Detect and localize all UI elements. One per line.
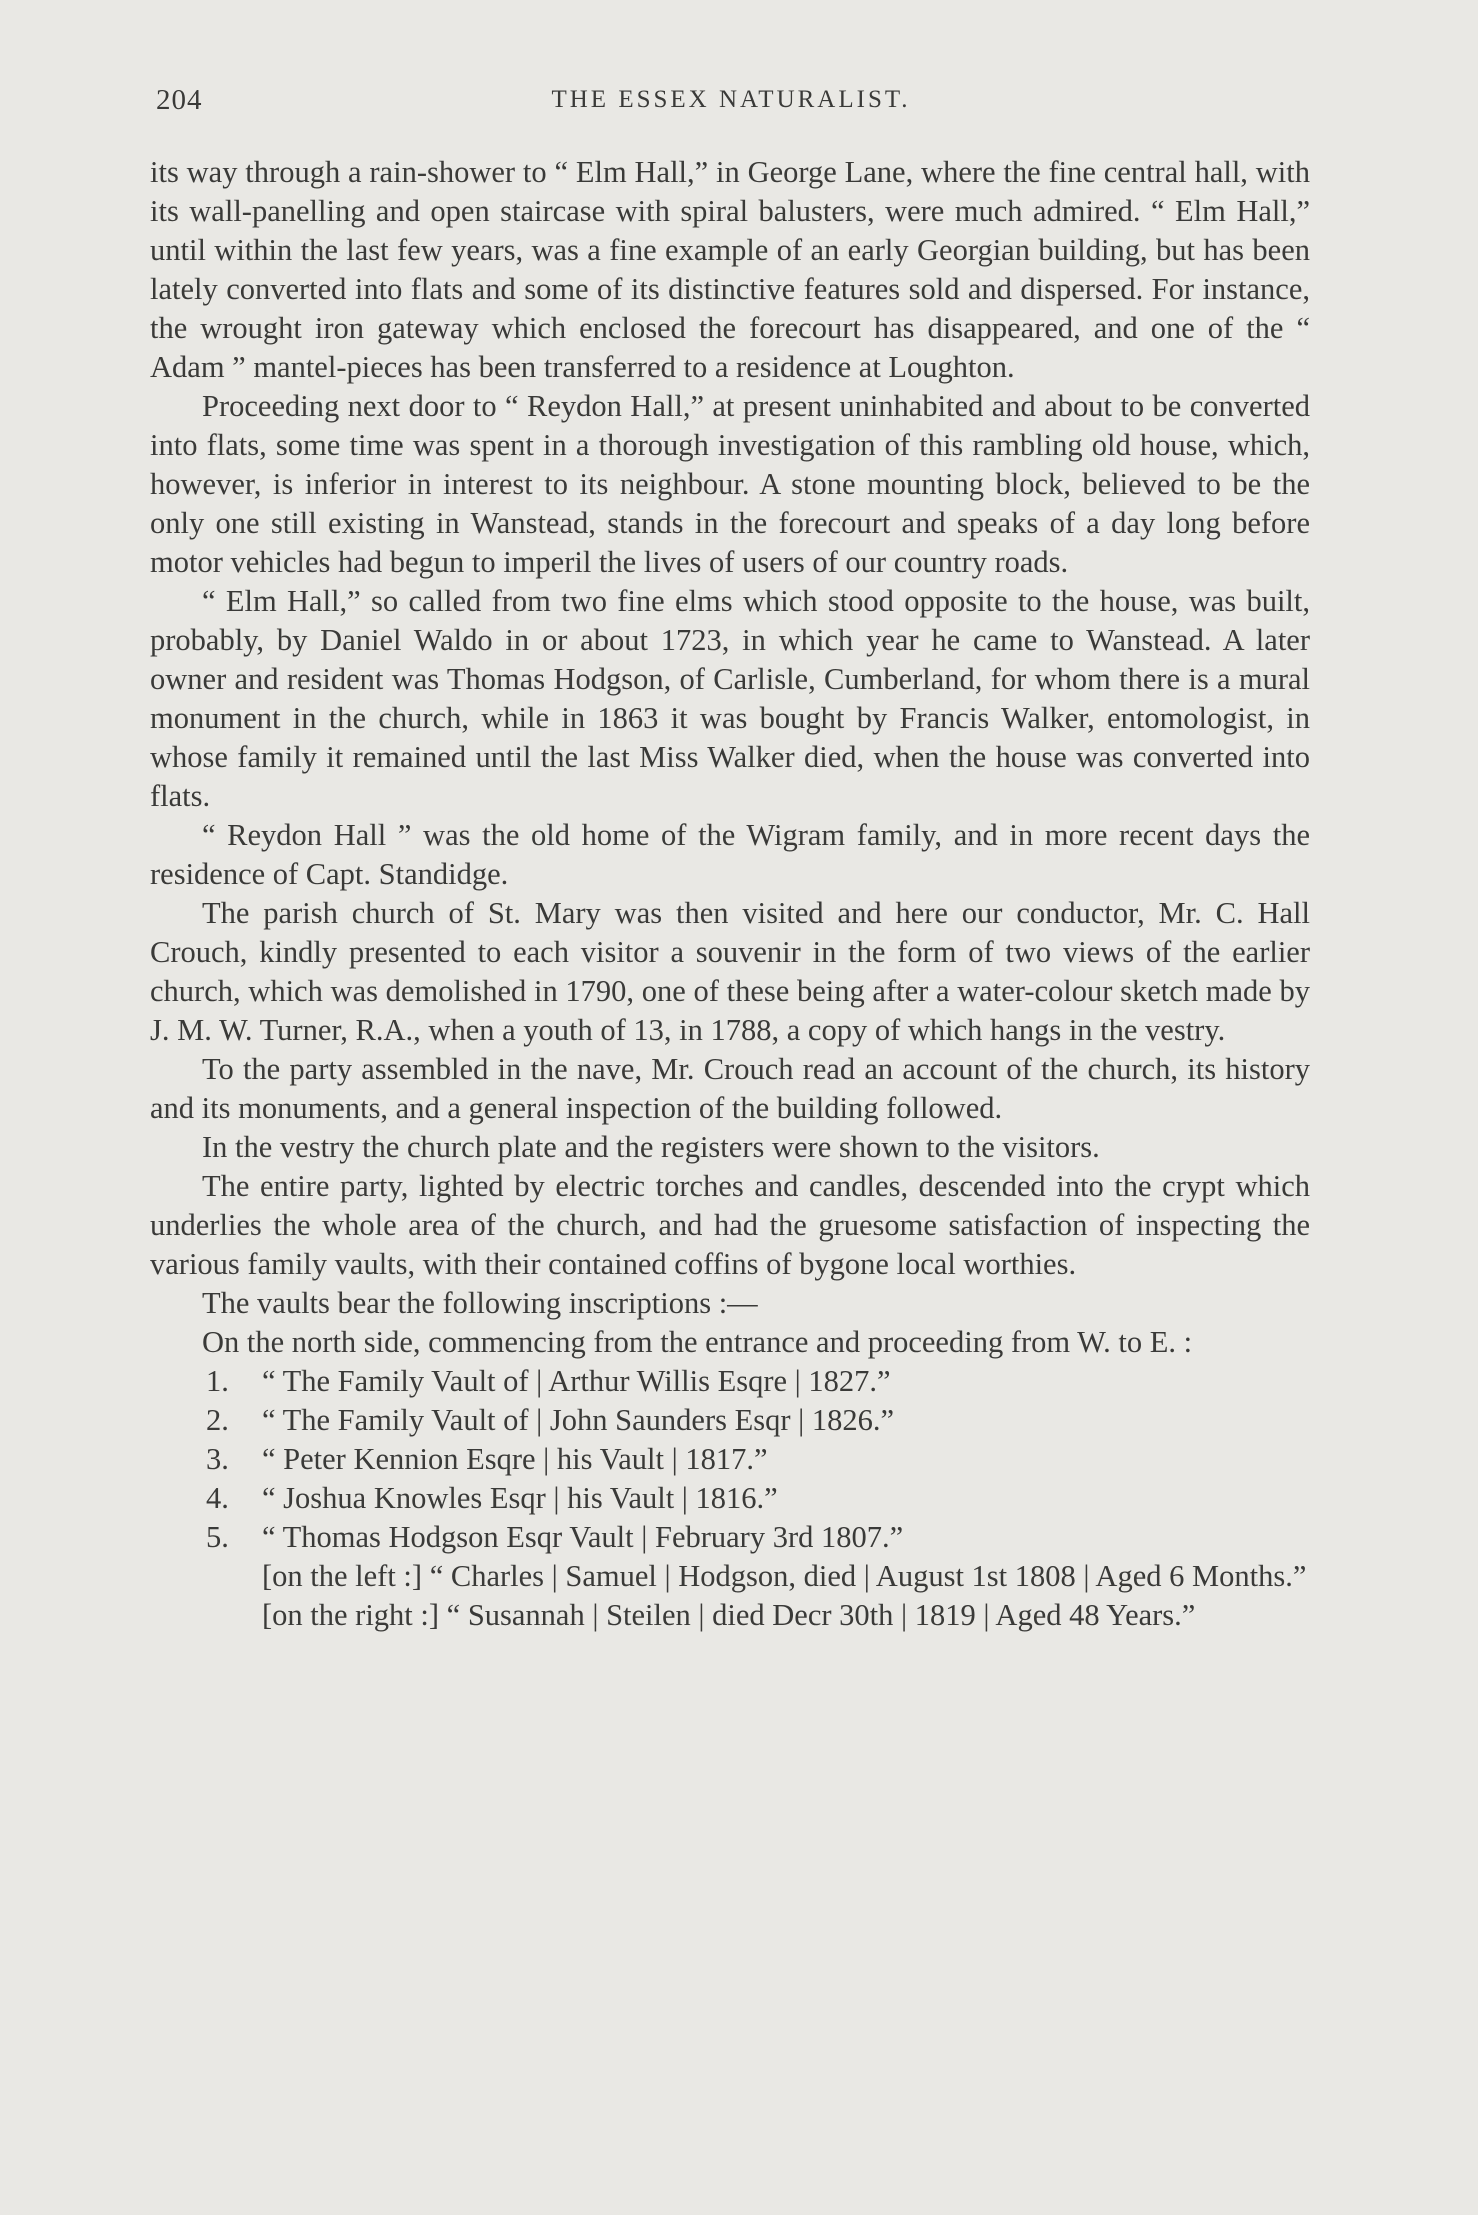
page-header: [156, 84, 1306, 124]
paragraph-elm-hall-visit: its way through a rain-shower to “ Elm Hall,” in George Lane, where the fine central hall, with its wall-panelling and open staircase with spiral balusters, were much admired. “ Elm Hall,” until within the last few years, was a fine example of an early Georgian building, but has been lately converted into flats and some of its distinctive features sold and dispersed. For instance, the wrought iron gateway which enclosed the forecourt has disappeared, and one of the “ Adam ” mantel-pieces has been transferred to a residence at Loughton.: [150, 155, 1310, 384]
list-item-text: “ The Family Vault of | Arthur Willis Esqre | 1827.”: [262, 1364, 891, 1398]
list-item-number: 2.: [206, 1403, 229, 1437]
vault-note-left: [on the left :] “ Charles | Samuel | Hodgson, died | August 1st 1808 | Aged 6 Months.”: [262, 1559, 1307, 1593]
list-item-number: 1.: [206, 1364, 229, 1398]
list-item-text: “ The Family Vault of | John Saunders Esqr | 1826.”: [262, 1403, 895, 1437]
list-item-text: “ Thomas Hodgson Esqr Vault | February 3rd 1807.”: [262, 1520, 904, 1554]
paragraph-north-side: On the north side, commencing from the entrance and proceeding from W. to E. :: [202, 1325, 1193, 1359]
paragraph-elm-hall-history: “ Elm Hall,” so called from two fine elms which stood opposite to the house, was built, probably, by Daniel Waldo in or about 1723, in which year he came to Wanstead. A later owner and resident was Thomas Hodgson, of Carlisle, Cumberland, for whom there is a mural monument in the church, while in 1863 it was bought by Francis Walker, entomologist, in whose family it remained until the last Miss Walker died, when the house was converted into flats.: [150, 584, 1310, 813]
list-item: [150, 1479, 1310, 1518]
page-number: 204: [156, 84, 203, 116]
running-title: THE ESSEX NATURALIST.: [551, 86, 911, 113]
body-text: [150, 153, 1310, 1635]
list-item-text: “ Joshua Knowles Esqr | his Vault | 1816.”: [262, 1481, 778, 1515]
list-item: [150, 1362, 1310, 1401]
list-item-number: 4.: [206, 1481, 229, 1515]
paragraph-nave-account: To the party assembled in the nave, Mr. Crouch read an account of the church, its history and its monuments, and a general inspection of the building followed.: [150, 1052, 1310, 1125]
vault-inscription-list: [150, 1362, 1310, 1557]
paragraph-reydon-hall-history: “ Reydon Hall ” was the old home of the Wigram family, and in more recent days the residence of Capt. Standidge.: [150, 818, 1310, 891]
list-item: [150, 1440, 1310, 1479]
paragraph-parish-church: The parish church of St. Mary was then visited and here our conductor, Mr. C. Hall Crouch, kindly presented to each visitor a souvenir in the form of two views of the earlier church, which was demolished in 1790, one of these being after a water-colour sketch made by J. M. W. Turner, R.A., when a youth of 13, in 1788, a copy of which hangs in the vestry.: [150, 896, 1310, 1047]
vault-note-right: [on the right :] “ Susannah | Steilen | died Decr 30th | 1819 | Aged 48 Years.”: [262, 1598, 1196, 1632]
list-item-text: “ Peter Kennion Esqre | his Vault | 1817.”: [262, 1442, 768, 1476]
list-item-number: 5.: [206, 1520, 229, 1554]
paragraph-reydon-hall-visit: Proceeding next door to “ Reydon Hall,” at present uninhabited and about to be converted into flats, some time was spent in a thorough investigation of this rambling old house, which, however, is inferior in interest to its neighbour. A stone mounting block, believed to be the only one still existing in Wanstead, stands in the forecourt and speaks of a day long before motor vehicles had begun to imperil the lives of users of our country roads.: [150, 389, 1310, 579]
paragraph-crypt: The entire party, lighted by electric torches and candles, descended into the crypt which underlies the whole area of the church, and had the gruesome satisfaction of inspecting the various family vaults, with their contained coffins of bygone local worthies.: [150, 1169, 1310, 1281]
list-item-number: 3.: [206, 1442, 229, 1476]
list-item: [150, 1518, 1310, 1557]
list-item: [150, 1401, 1310, 1440]
paragraph-vestry: In the vestry the church plate and the registers were shown to the visitors.: [202, 1130, 1100, 1164]
paragraph-inscriptions-intro: The vaults bear the following inscriptions :—: [202, 1286, 758, 1320]
